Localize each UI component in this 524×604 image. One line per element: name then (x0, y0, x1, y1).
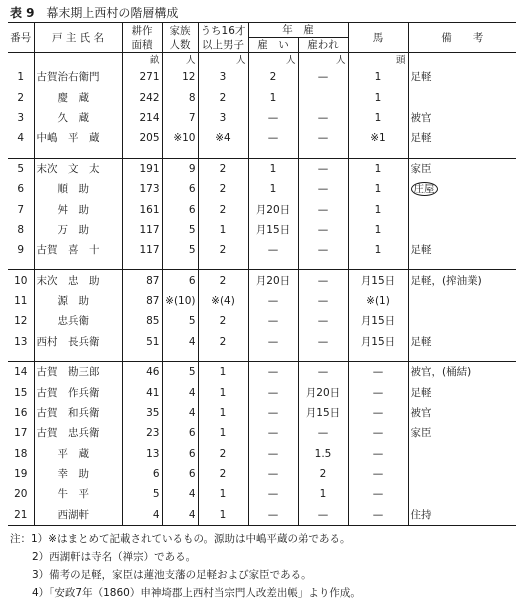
footnote: 2）西湖軒は寺名（禅宗）である。 (32, 551, 197, 563)
row-males: 2 (198, 443, 248, 463)
row-family: 12 (162, 67, 198, 87)
table-row (8, 403, 516, 423)
row-males: 2 (198, 179, 248, 199)
table-title: 幕末期上西村の階層構成 (46, 6, 179, 20)
table-row (8, 108, 516, 128)
row-family: 5 (162, 311, 198, 331)
row-no: 5 (8, 158, 34, 179)
row-name: 舛 助 (34, 199, 122, 219)
row-note (408, 220, 516, 240)
row-hire-out: 月20日 (298, 382, 348, 402)
row-no: 17 (14, 427, 28, 440)
row-hire-out: — (298, 128, 348, 148)
row-horse: 1 (348, 158, 408, 179)
row-hire-out: — (298, 311, 348, 331)
table-row (8, 270, 516, 291)
row-males: 3 (198, 108, 248, 128)
row-males: 2 (198, 240, 248, 260)
row-horse: — (348, 504, 408, 525)
row-horse: 1 (348, 240, 408, 260)
row-note: 住持 (408, 504, 516, 525)
row-note: 被官 (408, 403, 516, 423)
row-family: 5 (162, 361, 198, 382)
row-family: 6 (162, 270, 198, 291)
row-no: 13 (14, 335, 28, 348)
row-note (408, 291, 516, 311)
table-row (8, 179, 516, 199)
row-name: 源 助 (34, 291, 122, 311)
row-no: 6 (17, 183, 25, 196)
row-family: 8 (162, 87, 198, 107)
row-hire-out: — (298, 67, 348, 87)
row-males: 1 (198, 220, 248, 240)
row-note: 家臣 (408, 158, 516, 179)
row-hire-out: — (298, 504, 348, 525)
table-caption (10, 4, 178, 21)
circled-note: 庄屋 (411, 182, 438, 196)
row-name: 古賀治右衛門 (34, 67, 122, 87)
row-hire-out: — (298, 108, 348, 128)
row-hire-in: — (248, 443, 298, 463)
row-horse: — (348, 443, 408, 463)
row-hire-out: — (298, 270, 348, 291)
row-horse: 1 (348, 199, 408, 219)
row-no: 9 (17, 244, 25, 257)
row-name: 西村 長兵衛 (34, 332, 122, 352)
header-no: 番号 (8, 23, 34, 53)
row-name: 慶 蔵 (34, 87, 122, 107)
row-note (408, 443, 516, 463)
row-area: 87 (122, 270, 162, 291)
row-hire-in: — (248, 291, 298, 311)
row-hire-in: — (248, 311, 298, 331)
units-row (8, 53, 516, 68)
header-nenko: 年 雇 (248, 23, 348, 38)
row-name: 古賀 勘三郎 (34, 361, 122, 382)
header-hire-out: 雇われ (298, 38, 348, 53)
row-hire-in: — (248, 464, 298, 484)
row-note: 足軽 (408, 128, 516, 148)
row-hire-in: — (248, 240, 298, 260)
row-area: 4 (122, 504, 162, 525)
row-no: 3 (17, 111, 25, 124)
row-hire-out: — (298, 291, 348, 311)
row-hire-in: — (248, 382, 298, 402)
unit-hire-out: 人 (298, 53, 348, 68)
row-hire-out: — (298, 332, 348, 352)
row-males: ※(4) (198, 291, 248, 311)
footnotes (10, 530, 361, 602)
row-no: 1 (17, 71, 25, 84)
row-area: 51 (122, 332, 162, 352)
row-note: 足軽，(搾油業) (408, 270, 516, 291)
row-name: 平 蔵 (34, 443, 122, 463)
row-hire-in: — (248, 361, 298, 382)
row-males: 1 (198, 361, 248, 382)
row-family: 4 (162, 332, 198, 352)
row-name: 古賀 作兵衛 (34, 382, 122, 402)
footnote: 注：1）※はまとめて記載されているもの。源助は中嶋平蔵の弟である。 (10, 533, 351, 545)
row-family: 4 (162, 484, 198, 504)
table-row (8, 158, 516, 179)
row-hire-out: 2 (298, 464, 348, 484)
table-row (8, 128, 516, 148)
row-hire-out: 1 (298, 484, 348, 504)
row-family: ※10 (162, 128, 198, 148)
row-note (408, 179, 516, 199)
row-males: 1 (198, 484, 248, 504)
header-hire-in: 雇 い (248, 38, 298, 53)
row-hire-in: 2 (248, 67, 298, 87)
row-hire-out: 月15日 (298, 403, 348, 423)
row-males: 1 (198, 504, 248, 525)
row-family: ※(10) (162, 291, 198, 311)
row-family: 6 (162, 464, 198, 484)
row-hire-in: 月20日 (248, 199, 298, 219)
row-note (408, 199, 516, 219)
row-no: 15 (14, 386, 28, 399)
row-horse: 月15日 (348, 311, 408, 331)
row-note (408, 464, 516, 484)
row-name: 古賀 和兵衛 (34, 403, 122, 423)
row-hire-in: — (248, 332, 298, 352)
row-family: 4 (162, 504, 198, 525)
row-name: 中嶋 平 蔵 (34, 128, 122, 148)
table-row (8, 291, 516, 311)
row-name: 末次 文 太 (34, 158, 122, 179)
footnote: 3）備考の足軽，家臣は蓮池支藩の足軽および家臣である。 (32, 569, 312, 581)
row-hire-in: 1 (248, 179, 298, 199)
row-name: 幸 助 (34, 464, 122, 484)
row-hire-in: 月20日 (248, 270, 298, 291)
table-row (8, 484, 516, 504)
row-family: 6 (162, 199, 198, 219)
row-no: 14 (8, 361, 34, 382)
row-horse: — (348, 361, 408, 382)
row-males: 1 (198, 403, 248, 423)
row-area: 5 (122, 484, 162, 504)
row-hire-in: 1 (248, 158, 298, 179)
row-name: 順 助 (34, 179, 122, 199)
hierarchy-table (8, 22, 516, 526)
row-family: 6 (162, 179, 198, 199)
table-row (8, 240, 516, 260)
row-males: 2 (198, 199, 248, 219)
unit-area: 畝 (122, 53, 162, 68)
row-note (408, 87, 516, 107)
row-note: 被官 (408, 108, 516, 128)
header-area: 耕作面積 (122, 23, 162, 53)
row-area: 85 (122, 311, 162, 331)
row-family: 6 (162, 443, 198, 463)
row-area: 6 (122, 464, 162, 484)
row-hire-out: — (298, 158, 348, 179)
row-name: 久 蔵 (34, 108, 122, 128)
row-horse: — (348, 382, 408, 402)
table-row (8, 382, 516, 402)
row-area: 205 (122, 128, 162, 148)
unit-hire-in: 人 (248, 53, 298, 68)
row-horse: 1 (348, 220, 408, 240)
row-name: 忠兵衛 (34, 311, 122, 331)
row-hire-out: — (298, 240, 348, 260)
header-males: うち16才以上男子 (198, 23, 248, 53)
header-horse: 馬 (348, 23, 408, 53)
table-row (8, 220, 516, 240)
row-name: 牛 平 (34, 484, 122, 504)
row-area: 117 (122, 240, 162, 260)
row-family: 9 (162, 158, 198, 179)
row-males: 2 (198, 332, 248, 352)
header-head: 戸 主 氏 名 (34, 23, 122, 53)
row-no: 10 (8, 270, 34, 291)
row-no: 16 (14, 406, 28, 419)
row-no: 19 (14, 467, 28, 480)
row-horse: ※(1) (348, 291, 408, 311)
row-note: 足軽 (408, 382, 516, 402)
row-note: 家臣 (408, 423, 516, 443)
table-row (8, 464, 516, 484)
row-males: 2 (198, 270, 248, 291)
row-family: 4 (162, 382, 198, 402)
row-family: 5 (162, 220, 198, 240)
table-row (8, 361, 516, 382)
row-males: 1 (198, 382, 248, 402)
row-family: 4 (162, 403, 198, 423)
row-males: ※4 (198, 128, 248, 148)
row-note (408, 311, 516, 331)
row-hire-out: — (298, 199, 348, 219)
row-area: 35 (122, 403, 162, 423)
row-horse: 1 (348, 179, 408, 199)
header-family: 家族人数 (162, 23, 198, 53)
unit-family: 人 (162, 53, 198, 68)
row-no: 20 (14, 488, 28, 501)
row-hire-out: — (298, 179, 348, 199)
row-area: 242 (122, 87, 162, 107)
row-horse: 1 (348, 108, 408, 128)
row-name: 古賀 喜 十 (34, 240, 122, 260)
row-hire-out (298, 87, 348, 107)
row-horse: 1 (348, 87, 408, 107)
row-area: 41 (122, 382, 162, 402)
footnote: 4）「安政7年（1860）申神埼郡上西村当宗門人改差出帳」より作成。 (32, 587, 361, 599)
row-no: 8 (17, 223, 25, 236)
row-name: 末次 忠 助 (34, 270, 122, 291)
row-family: 7 (162, 108, 198, 128)
row-name: 西湖軒 (34, 504, 122, 525)
table-row (8, 311, 516, 331)
table-row (8, 332, 516, 352)
row-horse: — (348, 423, 408, 443)
row-area: 191 (122, 158, 162, 179)
row-area: 117 (122, 220, 162, 240)
row-horse: ※1 (348, 128, 408, 148)
row-no: 4 (17, 132, 25, 145)
row-males: 2 (198, 464, 248, 484)
row-horse: — (348, 464, 408, 484)
row-hire-out: — (298, 220, 348, 240)
row-horse: 1 (348, 67, 408, 87)
table-row (8, 199, 516, 219)
row-note: 足軽 (408, 240, 516, 260)
row-family: 6 (162, 423, 198, 443)
row-hire-out: — (298, 361, 348, 382)
row-no: 18 (14, 447, 28, 460)
table-row (8, 87, 516, 107)
table-row (8, 504, 516, 525)
row-males: 2 (198, 158, 248, 179)
row-hire-out: 1.5 (298, 443, 348, 463)
row-males: 2 (198, 87, 248, 107)
row-area: 173 (122, 179, 162, 199)
table-row (8, 443, 516, 463)
row-hire-in: — (248, 484, 298, 504)
row-horse: 月15日 (348, 332, 408, 352)
row-area: 13 (122, 443, 162, 463)
row-area: 23 (122, 423, 162, 443)
row-no: 11 (14, 295, 28, 308)
row-no: 21 (14, 508, 28, 521)
unit-males: 人 (198, 53, 248, 68)
row-hire-in: 月15日 (248, 220, 298, 240)
row-area: 161 (122, 199, 162, 219)
row-hire-in: — (248, 403, 298, 423)
row-hire-in: — (248, 504, 298, 525)
row-hire-out: — (298, 423, 348, 443)
row-horse: — (348, 484, 408, 504)
row-hire-in: — (248, 108, 298, 128)
row-area: 87 (122, 291, 162, 311)
row-horse: — (348, 403, 408, 423)
row-name: 万 助 (34, 220, 122, 240)
row-males: 3 (198, 67, 248, 87)
row-horse: 月15日 (348, 270, 408, 291)
row-hire-in: — (248, 128, 298, 148)
row-no: 7 (17, 203, 25, 216)
table-row (8, 423, 516, 443)
row-area: 271 (122, 67, 162, 87)
row-area: 46 (122, 361, 162, 382)
row-note: 被官，(桶結) (408, 361, 516, 382)
row-area: 214 (122, 108, 162, 128)
table-label: 表 9 (10, 6, 35, 20)
row-hire-in: 1 (248, 87, 298, 107)
row-males: 2 (198, 311, 248, 331)
row-no: 2 (17, 91, 25, 104)
row-males: 1 (198, 423, 248, 443)
row-family: 5 (162, 240, 198, 260)
row-note: 足軽 (408, 67, 516, 87)
row-no: 12 (14, 315, 28, 328)
table-row (8, 67, 516, 87)
row-note (408, 484, 516, 504)
unit-horse: 頭 (348, 53, 408, 68)
row-name: 古賀 忠兵衛 (34, 423, 122, 443)
header-remarks: 備 考 (408, 23, 516, 53)
row-hire-in: — (248, 423, 298, 443)
row-note: 足軽 (408, 332, 516, 352)
